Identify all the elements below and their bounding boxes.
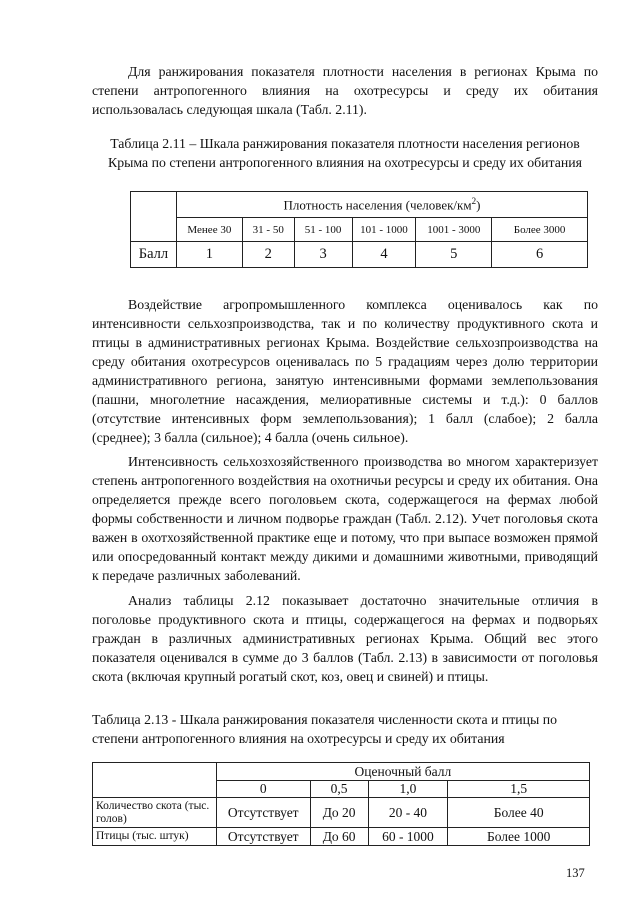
table-2-11: [130, 191, 588, 268]
score-cell: 1: [176, 242, 242, 268]
value-cell: Отсутствует: [216, 828, 310, 846]
score-header-cell: 1,0: [368, 781, 448, 798]
range-cell: 101 - 1000: [352, 218, 416, 242]
row-label: Птицы (тыс. штук): [93, 828, 217, 846]
score-cell: 2: [242, 242, 294, 268]
table-2-13-header: Оценочный балл: [216, 763, 589, 781]
paragraph-agro-impact: Воздействие агропромышленного комплекса оценивалось как по интенсивности сельхозпроизводства, так и по количеству продуктивного скота и птицы в административных регионах Крыма. Воздействие сельхозпроизводства на среду обитания охотресурсов оценивалась по 5 градациям через долю территории административного региона, занятую интенсивными формами землепользования (пашни, многолетние насаждения, мелиоративные системы и т.д.): 0 баллов (отсутствие интенсивных форм землепользования); 1 балл (слабое); 2 балла (среднее); 3 балла (сильное); 4 балла (очень сильное).: [92, 297, 598, 445]
value-cell: 20 - 40: [368, 798, 448, 828]
value-cell: До 20: [310, 798, 368, 828]
table-2-11-corner-cell: [131, 192, 177, 242]
table-2-11-caption: Таблица 2.11 – Шкала ранжирования показателя плотности населения регионов Крыма по степени антропогенного влияния на охотресурсы и среду их обитания: [108, 136, 582, 170]
table-row: [93, 828, 590, 846]
range-cell: 31 - 50: [242, 218, 294, 242]
paragraph-livestock-intensity: Интенсивность сельхозхозяйственного производства во многом характеризует степень антропогенного воздействия на охотничьи ресурсы и среду их обитания. Она определяется прежде всего поголовьем скота, содержащегося на фермах любой формы собственности и личном подворье граждан (Табл. 2.12). Учет поголовья скота важен в охотхозяйственной практике еще и потому, что при выпасе возможен прямой или опосредованный контакт между дикими и домашними животными, приводящий к передаче различных заболеваний.: [92, 454, 598, 583]
score-header-cell: 0: [216, 781, 310, 798]
table-row: [93, 798, 590, 828]
score-cell: 3: [294, 242, 352, 268]
range-cell: 51 - 100: [294, 218, 352, 242]
range-cell: Более 3000: [492, 218, 588, 242]
range-cell: 1001 - 3000: [416, 218, 492, 242]
table-2-13-corner-cell: [93, 763, 217, 798]
intro-paragraph: Для ранжирования показателя плотности населения в регионах Крыма по степени антропогенного влияния на охотресурсы и среду их обитания использовалась следующая шкала (Табл. 2.11).: [92, 64, 598, 117]
score-header-cell: 0,5: [310, 781, 368, 798]
score-cell: 6: [492, 242, 588, 268]
table-2-13: [92, 762, 590, 846]
table-2-11-header: Плотность населения $(человек/км^2)$: [176, 192, 587, 218]
range-cell: Менее 30: [176, 218, 242, 242]
value-cell: Более 40: [448, 798, 590, 828]
score-cell: 5: [416, 242, 492, 268]
row-label-ball: Балл: [131, 242, 177, 268]
page-number: 137: [566, 866, 585, 880]
score-header-cell: 1,5: [448, 781, 590, 798]
value-cell: 60 - 1000: [368, 828, 448, 846]
value-cell: Более 1000: [448, 828, 590, 846]
paragraph-table-analysis: Анализ таблицы 2.12 показывает достаточно значительные отличия в поголовье продуктивного скота и птицы, содержащегося на фермах и подворьях граждан в различных административных регионах Крыма. Общий вес этого показателя оценивался в сумме до 3 баллов (Табл. 2.13) в зависимости от поголовья скота (включая крупный рогатый скот, коз, овец и свиней) и птицы.: [92, 593, 598, 684]
table-2-13-caption: Таблица 2.13 - Шкала ранжирования показателя численности скота и птицы по степени антропогенного влияния на охотресурсы и среду их обитания: [92, 712, 558, 746]
score-cell: 4: [352, 242, 416, 268]
value-cell: Отсутствует: [216, 798, 310, 828]
value-cell: До 60: [310, 828, 368, 846]
row-label: Количество скота (тыс. голов): [93, 798, 217, 828]
